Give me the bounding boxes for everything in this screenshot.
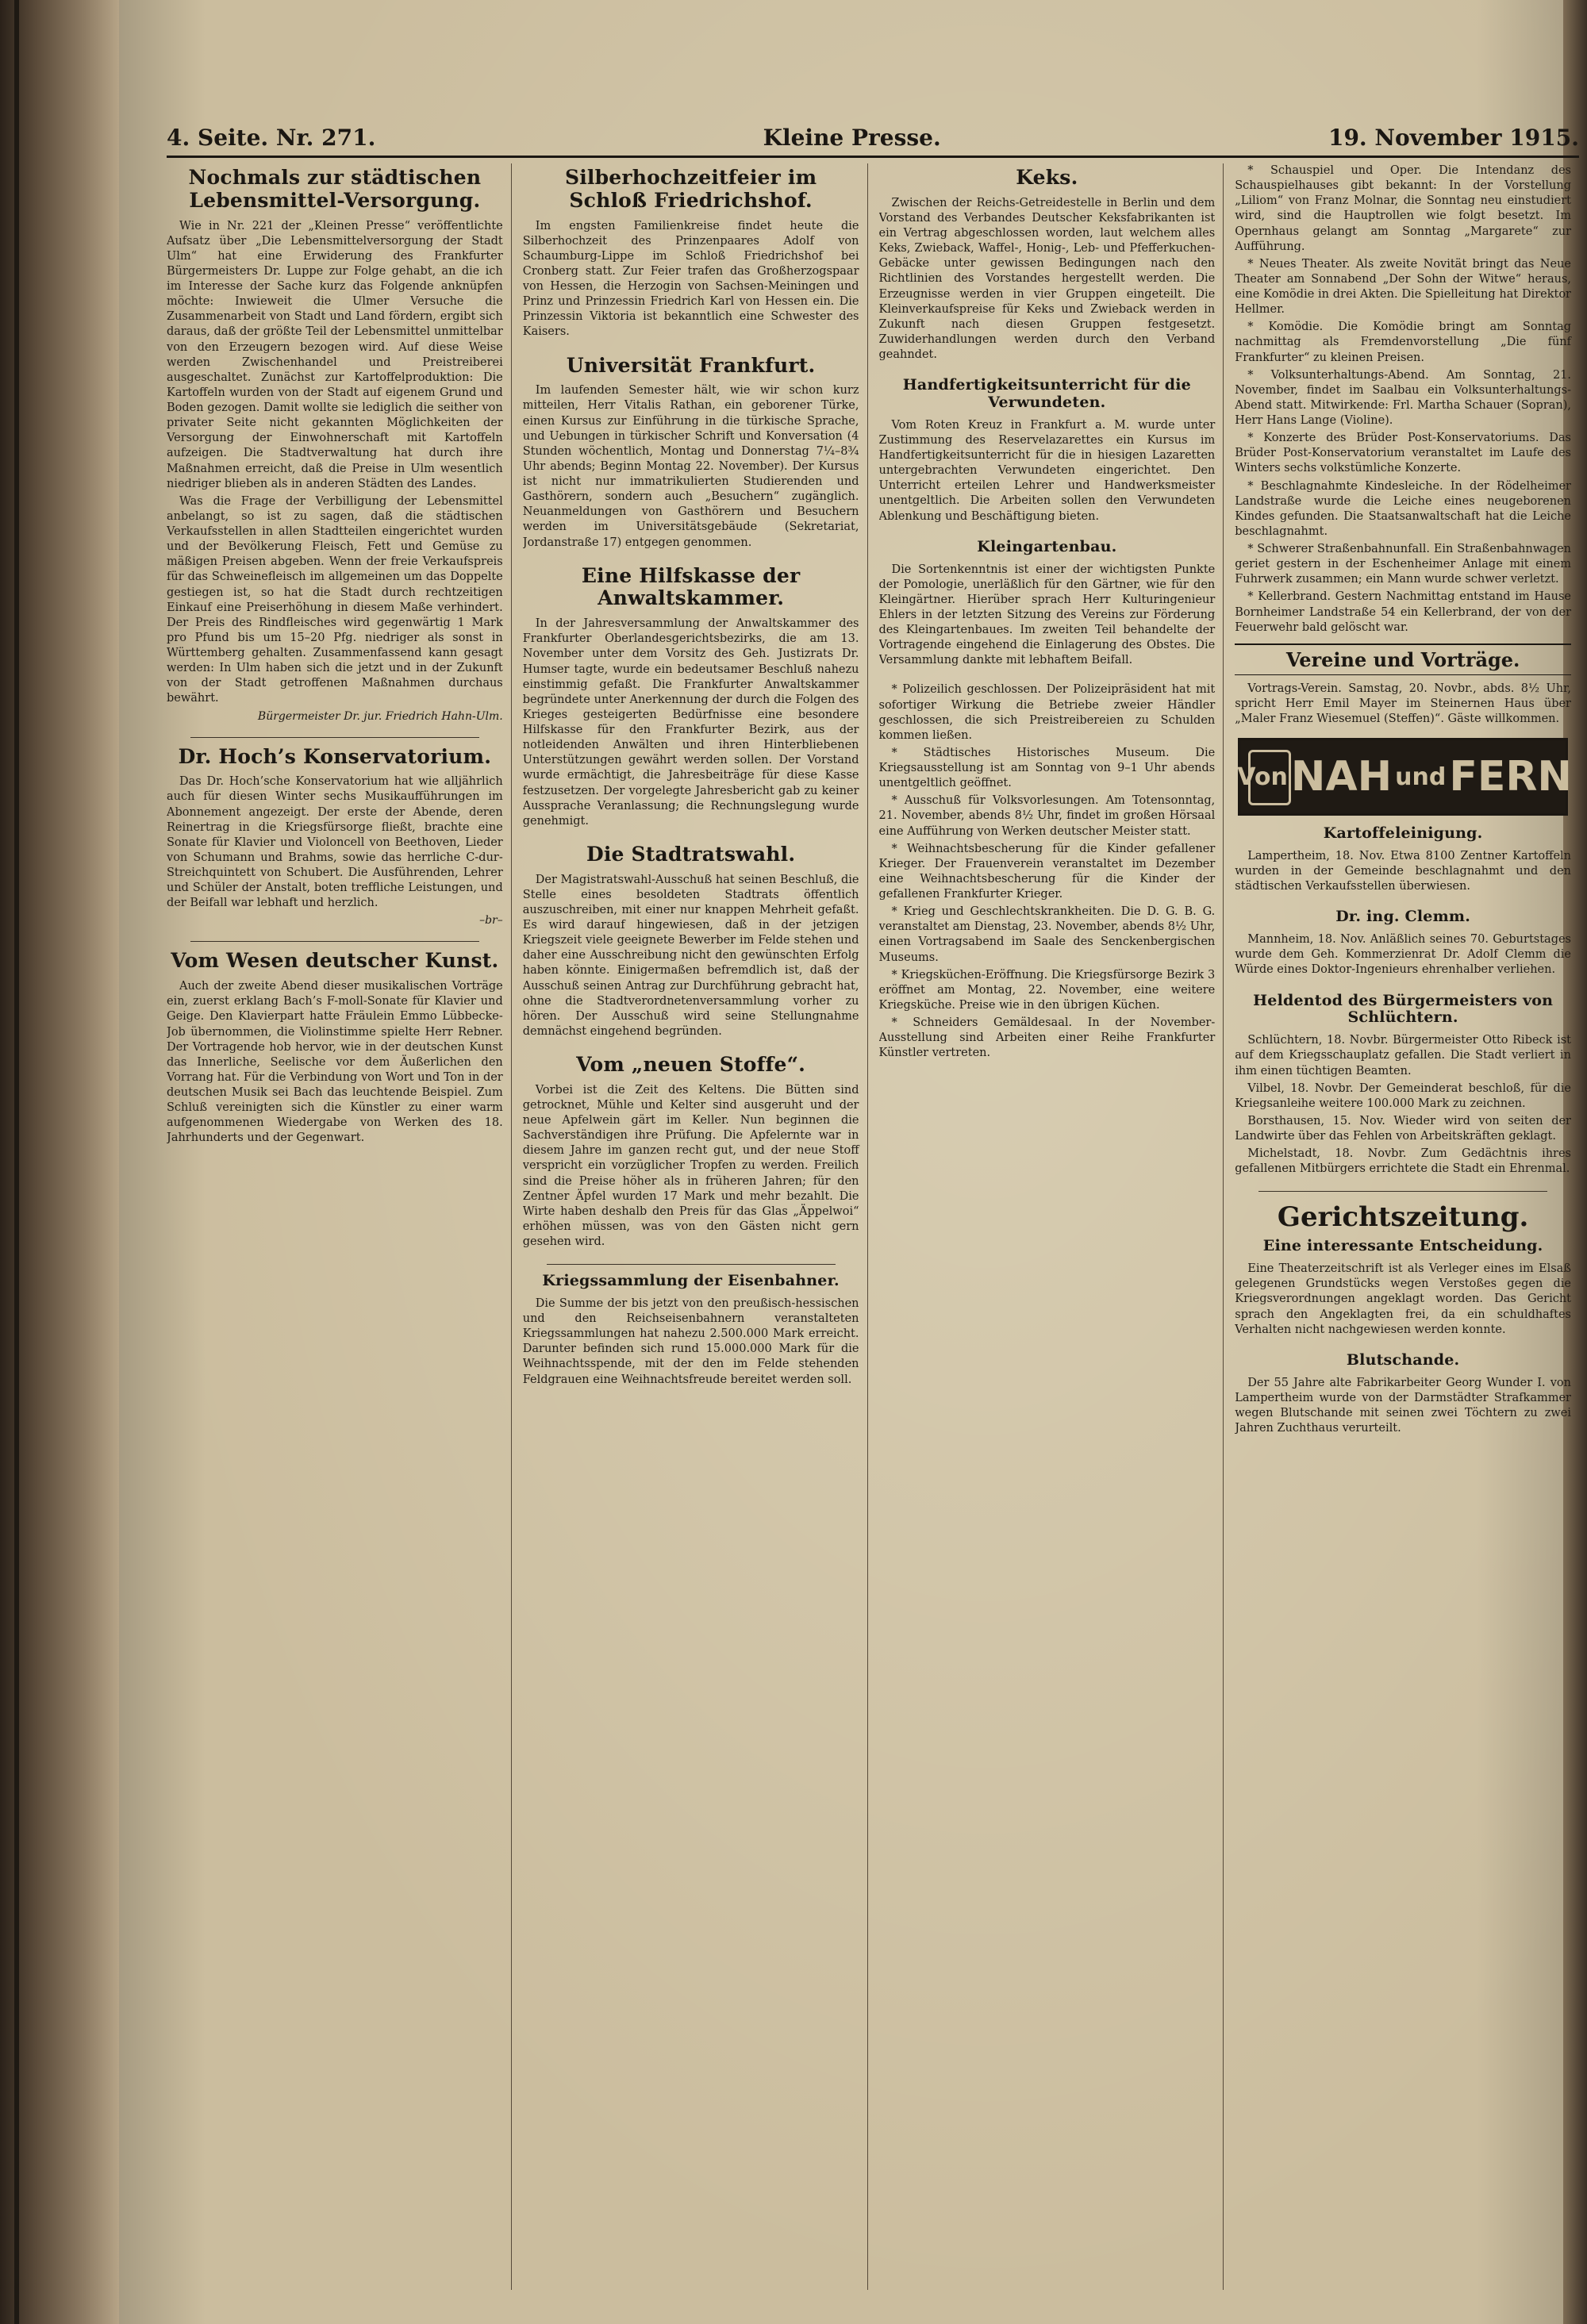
section-heading: Vereine und Vorträge. [1235,643,1571,675]
article-kartoffel [1235,825,1571,894]
paragraph: Vorbei ist die Zeit des Keltens. Die Bütten sind getrocknet, Mühle und Kelter sind ausgeruht und der neue Apfelwein gärt im Keller. Nun beginnen die Sachverständigen ihre Prüfung. Die Apfelernte war in diesem Jahre im ganzen recht gut, und der neue Stoff verspricht ein vorzüglicher Tropfen zu werden. Freilich sind die Preise höher als in früheren Jahren; für den Zentner Äpfel wurden 17 Mark und mehr bezahlt. Die Wirte haben deshalb den Preis für das Glas „Äppelwoi“ erhöhen müssen, was von den Gästen nicht gern gesehen wird. [522,1083,859,1248]
article-silberhochzeit [523,167,859,340]
article-title: Eine interessante Entscheidung. [1262,1237,1543,1255]
banner-ornament-icon [1248,750,1291,805]
article-body [879,418,1216,524]
divider [1258,1191,1547,1192]
news-item: * Städtisches Historisches Museum. Die Kriegsausstellung ist am Sonntag von 9–1 Uhr abends unentgeltlich geöffnet. [878,746,1216,790]
paragraph: Das Dr. Hoch’sche Konservatorium hat wie alljährlich auch für diesen Winter sechs Musikaufführungen im Abonnement angezeigt. Der erste der Abende, deren Reinertrag in die Kriegsfürsorge fließt, brachte eine Sonate für Klavier und Violoncell von Beethoven, Lieder von Schumann und Brahms, sowie das herrliche C-dur-Streichquintett von Schubert. Die Ausführenden, Lehrer und Schüler der Anstalt, boten treffliche Leistungen, und der Beifall war lebhaft und herzlich. [167,775,503,910]
news-item: * Schauspiel und Oper. Die Intendanz des Schauspielhauses gibt bekannt: In der Vorstellung „Liliom“ von Franz Molnar, die Sonntag neu einstudiert wird, sind die Hauptrollen wie folgt besetzt. Im Opernhaus gelangt am Sonntag „Margarete“ zur Aufführung. [1235,164,1571,253]
news-item: * Konzerte des Brüder Post-Konservatoriums. Das Brüder Post-Konservatorium veranstaltet im Laufe des Winters sechs volkstümliche Konzerte. [1235,432,1571,475]
paragraph: Vom Roten Kreuz in Frankfurt a. M. wurde unter Zustimmung des Reservelazarettes ein Kursus im Handfertigkeitsunterricht für die in hiesigen Lazaretten untergebrachten Verwundeten eingerichtet. Den Unterricht erteilen Lehrer und Handwerksmeister unentgeltlich. Die Arbeiten sollen den Verwundeten Ablenkung und Beschäftigung bieten. [878,418,1216,523]
news-item: * Weihnachtsbescherung für die Kinder gefallener Krieger. Der Frauenverein veranstaltet im Dezember eine Weihnachtsbescherung für die Kinder der gefallenen Frankfurter Krieger. [878,842,1216,901]
divider [190,737,479,738]
divider [547,1264,836,1265]
issue-date: 19. November 1915. [1328,125,1579,151]
article-body [523,1083,859,1250]
paragraph: Im laufenden Semester hält, wie wir schon kurz mitteilen, Herr Vitalis Rathan, ein geborener Türke, einen Kursus zur Einführung in die türkische Sprache, und Uebungen in türkischer Schrift und Konversation (4 Stunden wöchentlich, Montag und Donnerstag 7¼–8¾ Uhr abends; Beginn Montag 22. November). Der Kursus ist nicht nur immatrikulierten Studierenden und Gasthörern, sondern auch „Besuchern“ zugänglich. Neuanmeldungen von Gasthörern und Besuchern werden im Universitätsgebäude (Sekretariat, Jordanstraße 17) entgegen genommen. [522,384,859,549]
paragraph: In der Jahresversammlung der Anwaltskammer des Frankfurter Oberlandesgerichtsbezirks, die am 13. November unter dem Vorsitz des Geh. Justizrats Dr. Humser tagte, wurde ein bedeutsamer Beschluß nahezu einstimmig gefaßt. Die Frankfurter Anwaltskammer begründete unter Anerkennung der durch die Folgen des Krieges gesteigerten Bedürfnisse eine besondere Hilfskasse für den Frankfurter Bezirk, aus der notleidenden Anwälten und ihren Hinterbliebenen Unterstützungen gewährt werden sollen. Der Vorstand wurde ermächtigt, die Jahresbeiträge für diese Kasse festzusetzen. Der vorgelegte Jahresbericht gab zu keiner Aussprache Veranlassung; die Rechnungslegung wurde genehmigt. [522,617,859,828]
news-item: * Schneiders Gemäldesaal. In der November-Ausstellung sind Arbeiten einer Reihe Frankfurter Künstler vertreten. [878,1016,1216,1060]
article-signature: –br– [479,914,503,928]
article-body [879,196,1216,363]
paragraph: Der 55 Jahre alte Fabrikarbeiter Georg Wunder I. von Lampertheim wurde von der Darmstädter Strafkammer wegen Blutschande mit seinen zwei Töchtern zu zwei Jahren Zuchthaus verurteilt. [1235,1376,1571,1435]
vereine-body [1235,682,1571,727]
article-title: Vom „neuen Stoffe“. [576,1053,806,1076]
local-news [1235,163,1571,636]
paragraph: Der Magistratswahl-Ausschuß hat seinen Beschluß, die Stelle eines besoldeten Stadtrats öffentlich auszuschreiben, mit einer nur knappen Mehrheit gefaßt. Es wird darauf hingewiesen, daß in der jetzigen Kriegszeit viele geeignete Bewerber im Felde stehen und daher eine Ausschreibung nicht den gewünschten Erfolg haben könnte. Einigermaßen befremdlich ist, daß der Ausschuß seinen Antrag zur Durchführung gebracht hat, ohne die Stadtverordnetenversammlung vorher zu hören. Der Ausschuß wird seine Stellungnahme demnächst eingehend begründen. [522,873,859,1038]
paragraph: Was die Frage der Verbilligung der Lebensmittel anbelangt, so ist zu sagen, daß die städtischen Verkaufsstellen in allen Stadtteilen eingerichtet wurden und der Bevölkerung Fleisch, Fett und Gemüse zu mäßigen Preisen abgeben. Wenn der freie Verkaufspreis für das Schweinefleisch im allgemeinen um das Doppelte gestiegen ist, so hat die Stadt durch rechtzeitigen Einkauf eine Preiserhöhung in diesem Maße verhindert. Der Preis des Rindfleisches wird gegenwärtig 1 Mark pro Pfund bis um 15–20 Pfg. niedriger als sonst in Württemberg gehalten. Zusammenfassend kann gesagt werden: In Ulm haben sich die jetzt und in der Zukunft von der Stadt getroffenen Maßnahmen durchaus bewährt. [167,494,503,705]
paragraph: Zwischen der Reichs-Getreidestelle in Berlin und dem Vorstand des Verbandes Deutscher Keksfabrikanten ist ein Vertrag abgeschlossen worden, laut welchem alles Keks, Zwieback, Waffel-, Honig-, Leb- und Pfefferkuchen-Gebäcke unter gewissen Bedingungen nach den Richtlinien des Vorstandes hergestellt werden. Die Erzeugnisse werden in vier Gruppen eingeteilt. Die Kleinverkaufspreise für Keks und Zwieback werden in Zukunft nach diesen Gruppen festgesetzt. Zuwiderhandlungen werden durch den Verband geahndet. [878,196,1216,361]
article-body [523,1296,859,1388]
news-item: * Krieg und Geschlechtskrankheiten. Die D. G. B. G. veranstaltet am Dienstag, 23. November, abends 8½ Uhr, einen Vortragsabend im Saale des Senckenbergischen Museums. [878,905,1216,964]
article-keks [879,167,1216,363]
article-title: Silberhochzeitfeier im Schloß Friedrichshof. [564,166,817,212]
paragraph: Mannheim, 18. Nov. Anläßlich seines 70. Geburtstages wurde dem Geh. Kommerzienrat Dr. Adolf Clemm die Würde eines Doktor-Ingenieurs ehrenhalber verliehen. [1235,933,1571,977]
article-body [1235,932,1571,978]
paragraph: Die Sortenkenntnis ist einer der wichtigsten Punkte der Pomologie, unerläßlich für den Gärtner, wie für den Kleingärtner. Hierüber sprach Herr Kulturingenieur Ehlers in der letzten Sitzung des Vereins zur Förderung des Kleingartenbaues. Im zweiten Teil behandelte der Vortragende eingehend die Einlagerung des Obstes. Die Versammlung dankte mit lebhaftem Beifall. [878,563,1216,667]
paragraph: Borsthausen, 15. Nov. Wieder wird von seiten der Landwirte über das Fehlen von Arbeitskräften geklagt. [1235,1114,1571,1143]
divider [190,941,479,942]
article-body [167,774,503,911]
news-item: * Ausschuß für Volksvorlesungen. Am Totensonntag, 21. November, abends 8½ Uhr, findet im großen Hörsaal eine Aufführung von Werken deutscher Meister statt. [878,794,1216,838]
news-item: * Kellerbrand. Gestern Nachmittag entstand im Hause Bornheimer Landstraße 54 ein Kellerbrand, der von der Feuerwehr bald gelöscht war. [1235,590,1571,634]
article-body [167,979,503,1146]
article-universitaet [523,355,859,551]
news-item: * Schwerer Straßenbahnunfall. Ein Straßenbahnwagen geriet gestern in der Eschenheimer Anlage mit einem Fuhrwerk zusammen; ein Mann wurde schwer verletzt. [1235,543,1571,586]
paragraph: Schlüchtern, 18. Novbr. Bürgermeister Otto Ribeck ist auf dem Kriegsschauplatz gefallen. Die Stadt verliert in ihm einen tüchtigen Beamten. [1235,1034,1571,1077]
article-kleingartenbau [879,539,1216,669]
article-signature: Bürgermeister Dr. jur. Friedrich Hahn-Ulm. [257,709,503,723]
book-binding [0,0,119,2324]
article-title: Die Stadtratswahl. [586,842,796,866]
paragraph: Im engsten Familienkreise findet heute die Silberhochzeit des Prinzenpaares Adolf von Schaumburg-Lippe im Schloß Friedrichshof bei Cronberg statt. Zur Feier trafen das Großherzogspaar von Hessen, die Herzogin von Sachsen-Meiningen und Prinz und Prinzessin Friedrich Karl von Hessen ein. Die Prinzessin Viktoria ist bekanntlich eine Schwester des Kaisers. [522,219,859,339]
section-title: Gerichtszeitung. [1277,1201,1529,1234]
column-3 [879,163,1224,2290]
newspaper-page [119,0,1579,2324]
column-2 [523,163,868,2290]
page-header [167,111,1579,158]
article-title: Universität Frankfurt. [566,353,816,377]
article-title: Dr. ing. Clemm. [1335,908,1471,926]
article-title: Keks. [1016,166,1078,189]
column-4 [1235,163,1579,2290]
news-item: * Kriegsküchen-Eröffnung. Die Kriegsfürsorge Bezirk 3 eröffnet am Montag, 22. November, eine weitere Kriegsküche. Preise wie in den übrigen Küchen. [878,968,1216,1012]
article-title: Blutschande. [1346,1350,1460,1369]
page-number: 4. Seite. Nr. 271. [167,125,376,151]
paragraph: Vilbel, 18. Novbr. Der Gemeinderat beschloß, für die Kriegsanleihe weitere 100.000 Mark zu zeichnen. [1235,1081,1571,1110]
article-hilfskasse [523,565,859,829]
article-title: Eine Hilfskasse der Anwaltskammer. [581,563,801,610]
article-neuer-stoff [523,1054,859,1250]
columns [167,163,1579,2290]
article-body [523,873,859,1039]
article-body [879,563,1216,669]
banner-word: und [1395,763,1447,791]
article-title: Dr. Hoch’s Konservatorium. [178,744,492,768]
paragraph: Wie in Nr. 221 der „Kleinen Presse“ veröffentlichte Aufsatz über „Die Lebensmittelversorgung der Stadt Ulm“ hat eine Erwiderung des Frankfurter Bürgermeisters Dr. Luppe zur Folge gehabt, an die ich im Interesse der Sache kurz das Folgende anknüpfen möchte: Inwieweit die Ulmer Versuche die Zusammenarbeit von Stadt und Land fördern, ergibt sich daraus, daß der größte Teil der Lebensmittel unmittelbar von den Erzeugern bezogen wird. Auf diese Weise werden Zwischenhandel und Preistreiberei ausgeschaltet. Zunächst zur Kartoffelproduktion: Die Kartoffeln wurden von der Stadt auf eigenem Grund und Boden gezogen. Damit wollte sie lediglich die seither von privater Seite nicht gekannten Möglichkeiten der Versorgung der Einwohnerschaft mit Kartoffeln aufzeigen. Die Stadtverwaltung hat durch ihre Maßnahmen erreicht, daß die Preise in Ulm wesentlich niedriger blieben als in anderen Städten des Landes. [167,219,503,490]
paragraph: Eine Theaterzeitschrift ist als Verleger eines im Elsaß gelegenen Grundstücks wegen Verstoßes gegen die Kriegsverordnungen angeklagt worden. Das Gericht sprach den Angeklagten frei, da ein schuldhaftes Verhalten nicht nachgewiesen werden konnte. [1235,1262,1571,1336]
article-heldentod [1235,993,1571,1177]
column-1 [167,163,512,2290]
paragraph: Die Summe der bis jetzt von den preußisch-hessischen und den Reichseisenbahnern veranstalteten Kriegssammlungen hat nahezu 2.500.000 Mark erreicht. Darunter befinden sich rund 15.000.000 Mark für die Weihnachtsspende, mit der den im Felde stehenden Feldgrauen eine Weihnachtsfreude bereitet werden soll. [522,1296,859,1386]
article-lebensmittel [167,167,503,723]
news-item: * Komödie. Die Komödie bringt am Sonntag nachmittag als Fremdenvorstellung „Die fünf Frankfurter“ zu kleinen Preisen. [1235,321,1571,364]
news-item: * Volksunterhaltungs-Abend. Am Sonntag, 21. November, findet im Saalbau ein Volksunterhaltungs-Abend statt. Mitwirkende: Frl. Martha Schauer (Sopran), Herr Hans Lange (Violine). [1235,368,1571,427]
paragraph: Auch der zweite Abend dieser musikalischen Vorträge ein, zuerst erklang Bach’s F-moll-Sonate für Klavier und Geige. Den Klavierpart hatte Fräulein Emmo Lübbecke-Job übernommen, die Violinstimme spielte Herr Rebner. Der Vortragende hob hervor, wie in der deutschen Kunst das Innerliche, Seelische vor dem Äußerlichen den Vorrang hat. Für die Verbindung von Wort und Ton in der deutschen Musik sei Bach das leuchtende Beispiel. Zum Schluß vereinigten sich die Künstler zu einer warm aufgenommenen Wiedergabe von Werken des 18. Jahrhunderts und der Gegenwart. [167,980,503,1145]
article-body [523,383,859,550]
article-konservatorium [167,746,503,928]
article-handfertigkeit [879,377,1216,524]
paragraph: Michelstadt, 18. Novbr. Zum Gedächtnis ihres gefallenen Mitbürgers errichtete die Stadt ein Ehrenmal. [1235,1147,1571,1176]
news-item: * Polizeilich geschlossen. Der Polizeipräsident hat mit sofortiger Wirkung die Betriebe zweier Händler geschlossen, die sich Preistreibereien zu Schulden kommen ließen. [878,683,1216,742]
article-entscheidung [1235,1238,1571,1337]
article-body [1235,1376,1571,1437]
newspaper-title: Kleine Presse. [763,125,941,151]
article-body [1235,1033,1571,1177]
article-deutsche-kunst [167,950,503,1146]
article-title: Kleingartenbau. [977,537,1117,555]
section-banner [1237,738,1572,816]
banner-word: FERN [1449,753,1572,801]
banner-word: Von [1237,763,1288,791]
paragraph: Lampertheim, 18. Nov. Etwa 8100 Zentner Kartoffeln wurden in der Gemeinde beschlagnahmt und den städtischen Verkaufsstellen überwiesen. [1235,849,1571,893]
article-body [523,617,859,829]
article-body [167,219,503,707]
article-body [1235,849,1571,894]
article-clemm [1235,908,1571,978]
news-item: * Neues Theater. Als zweite Novität bringt das Neue Theater am Sonnabend „Der Sohn der Witwe“ heraus, eine Komödie in drei Akten. Die Spielleitung hat Direktor Hellmer. [1235,257,1571,317]
article-body [1235,1262,1571,1338]
paragraph: Vortrags-Verein. Samstag, 20. Novbr., abds. 8½ Uhr, spricht Herr Emil Mayer im Steinernen Haus über „Maler Franz Wiesemuel (Steffen)“. Gäste willkommen. [1235,682,1571,725]
article-body [523,219,859,340]
article-title: Nochmals zur städtischen Lebensmittel-Versorgung. [188,166,482,212]
article-blutschande [1235,1352,1571,1436]
article-eisenbahner [523,1273,859,1388]
binding-strip [14,0,19,2324]
article-title: Kriegssammlung der Eisenbahner. [542,1272,840,1290]
news-item: * Beschlagnahmte Kindesleiche. In der Rödelheimer Landstraße wurde die Leiche eines neugeborenen Kindes gefunden. Die Staatsanwaltschaft hat die Leiche beschlagnahmt. [1235,479,1571,538]
article-title: Handfertigkeitsunterricht für die Verwundeten. [902,376,1191,411]
banner-word: NAH [1290,753,1393,801]
article-title: Kartoffeleinigung. [1323,824,1483,843]
article-stadtratswahl [523,843,859,1039]
local-news [879,682,1216,1061]
article-title: Vom Wesen deutscher Kunst. [171,949,499,973]
article-title: Heldentod des Bürgermeisters von Schlüchtern. [1253,991,1554,1027]
